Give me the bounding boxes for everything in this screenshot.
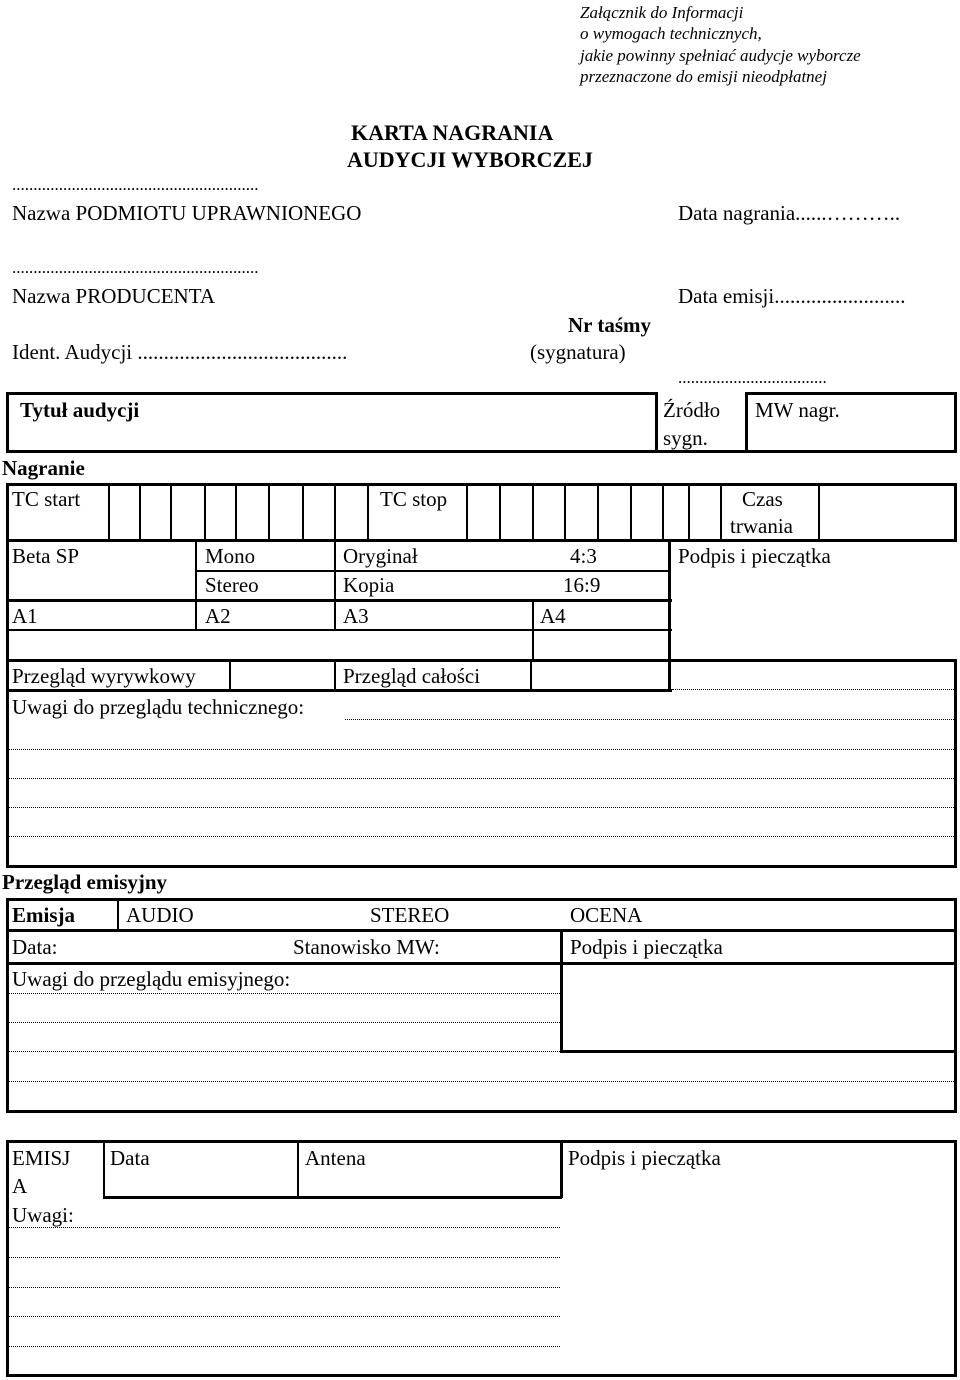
duration-label-2: trwania xyxy=(730,514,793,538)
broadcast-emission-label: EMISJ xyxy=(12,1146,71,1170)
producer-name-field[interactable]: .......................................................... xyxy=(12,258,259,277)
ratio-16-9-label: 16:9 xyxy=(563,573,601,597)
emission-date-label: Data: xyxy=(12,935,58,959)
tc-stop-label: TC stop xyxy=(380,487,448,511)
signature-label: (sygnatura) xyxy=(530,340,626,364)
mw-recording-label: MW nagr. xyxy=(755,398,840,422)
program-ident-field[interactable]: Ident. Audycji ........................................ xyxy=(12,340,348,364)
duration-label: Czas xyxy=(742,487,783,511)
emission-date-field[interactable]: Data emisji......................... xyxy=(678,284,906,308)
broadcast-sign-stamp-label: Podpis i pieczątka xyxy=(568,1146,721,1170)
emission-sign-stamp-label: Podpis i pieczątka xyxy=(570,935,723,959)
emission-review-heading: Przegląd emisyjny xyxy=(2,870,168,894)
entity-name-field[interactable]: .......................................................... xyxy=(12,175,259,194)
form-title-line-1: KARTA NAGRANIA xyxy=(351,120,554,145)
audio-track-a2-label: A2 xyxy=(205,604,231,628)
annex-note-line-1: Załącznik do Informacji xyxy=(580,3,744,22)
ratio-4-3-label: 4:3 xyxy=(570,544,597,568)
tape-number-label: Nr taśmy xyxy=(568,313,652,337)
audio-track-a4-label: A4 xyxy=(540,604,566,628)
antenna-label: Antena xyxy=(305,1146,366,1170)
program-title-label: Tytuł audycji xyxy=(20,398,140,422)
full-check-label: Przegląd całości xyxy=(343,664,481,688)
tape-number-field[interactable]: ................................... xyxy=(678,368,827,387)
recording-date-field[interactable]: Data nagrania......……….. xyxy=(678,201,901,225)
emission-notes-label: Uwagi do przeglądu emisyjnego: xyxy=(12,967,291,991)
broadcast-date-label: Data xyxy=(110,1146,150,1170)
broadcast-notes-label: Uwagi: xyxy=(12,1203,74,1227)
form-title-line-2: AUDYCJI WYBORCZEJ xyxy=(347,147,593,172)
original-label: Oryginał xyxy=(343,544,418,568)
mono-label: Mono xyxy=(205,544,256,568)
signal-source-label-2: sygn. xyxy=(663,426,708,450)
broadcast-emission-label-2: A xyxy=(12,1174,28,1198)
recording-heading: Nagranie xyxy=(2,456,85,480)
emission-label: Emisja xyxy=(12,903,75,927)
audio-label: AUDIO xyxy=(126,903,194,927)
tc-start-label: TC start xyxy=(12,487,81,511)
stereo-label: Stereo xyxy=(205,573,259,597)
signal-source-label: Źródło xyxy=(663,398,721,422)
annex-note-line-3: jakie powinny spełniać audycje wyborcze xyxy=(580,46,861,65)
annex-note-line-2: o wymogach technicznych, xyxy=(580,24,762,43)
mw-station-label: Stanowisko MW: xyxy=(293,935,440,959)
annex-note-line-4: przeznaczone do emisji nieodpłatnej xyxy=(580,67,827,86)
audio-track-a1-label: A1 xyxy=(12,604,38,628)
producer-name-label: Nazwa PRODUCENTA xyxy=(12,284,216,308)
spot-check-label: Przegląd wyrywkowy xyxy=(12,664,196,688)
copy-label: Kopia xyxy=(343,573,395,597)
beta-sp-label: Beta SP xyxy=(12,544,80,568)
stereo-col-label: STEREO xyxy=(370,903,450,927)
rating-label: OCENA xyxy=(570,903,643,927)
tech-notes-label: Uwagi do przeglądu technicznego: xyxy=(12,695,305,719)
audio-track-a3-label: A3 xyxy=(343,604,369,628)
entity-name-label: Nazwa PODMIOTU UPRAWNIONEGO xyxy=(12,201,362,225)
sign-stamp-label: Podpis i pieczątka xyxy=(678,544,831,568)
